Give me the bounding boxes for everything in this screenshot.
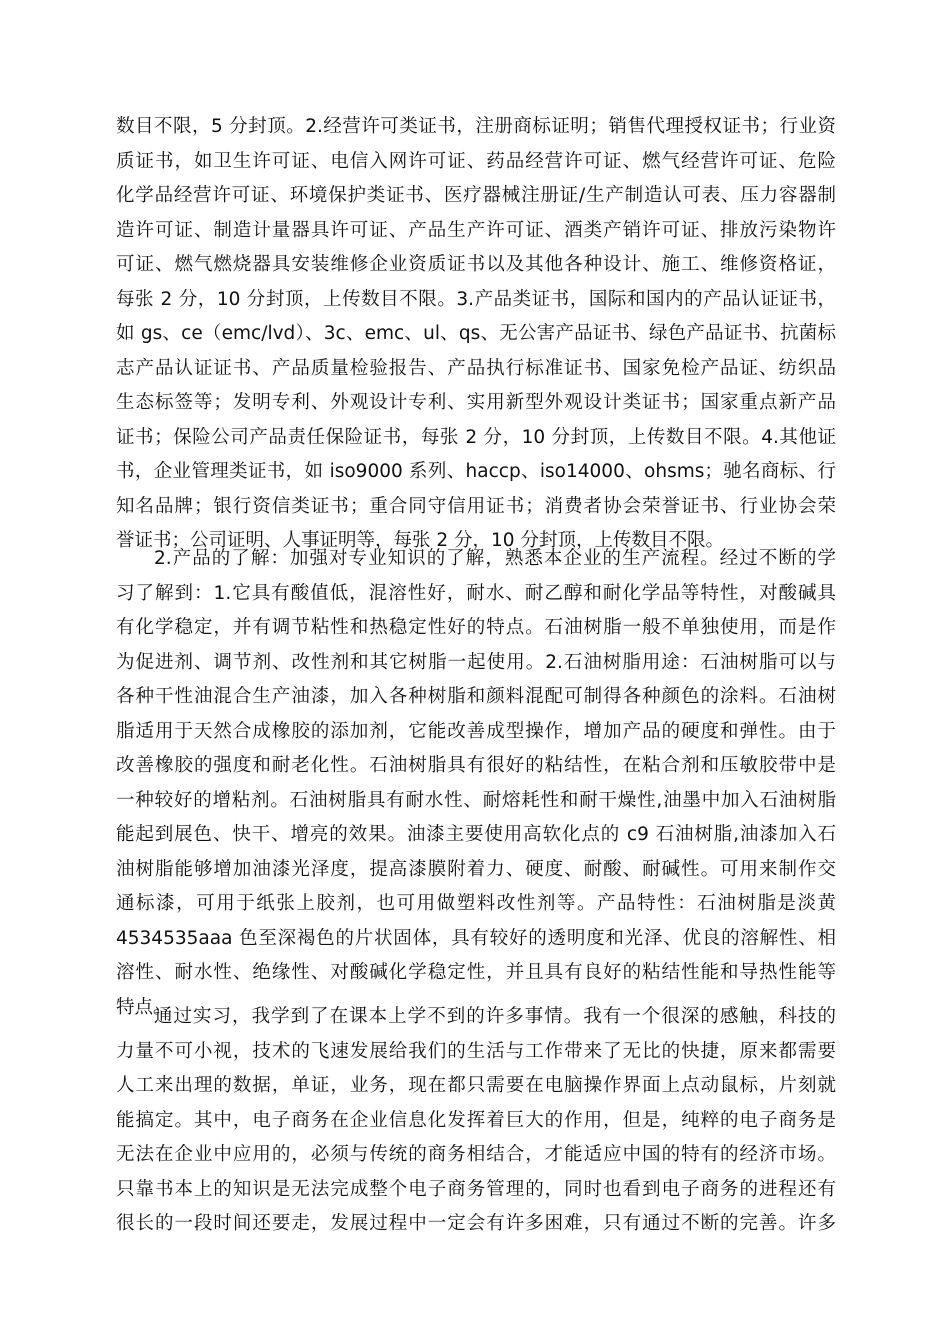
text-line: 如 gs、ce（emc/lvd）、3c、emc、ul、qs、无公害产品证书、绿色产品证书、抗菌标 [116, 323, 836, 344]
text-line: 能起到展色、快干、增亮的效果。油漆主要使用高软化点的 c9 石油树脂,油漆加入石 [116, 824, 836, 845]
text-line: 质证书，如卫生许可证、电信入网许可证、药品经营许可证、燃气经营许可证、危险 [116, 150, 836, 172]
text-line: 4534535aaa 色至深褐色的片状固体，具有较好的透明度和光泽、优良的溶解性、相 [116, 927, 836, 949]
text-line: 志产品认证证书、产品质量检验报告、产品执行标准证书、国家免检产品证、纺织品 [116, 357, 836, 379]
text-line: 造许可证、制造计量器具许可证、产品生产许可证、酒类产销许可证、排放污染物许 [116, 219, 836, 241]
text-line: 习了解到：1.它具有酸值低，混溶性好，耐水、耐乙醇和耐化学品等特性，对酸碱具 [116, 582, 836, 604]
text-line: 只靠书本上的知识是无法完成整个电子商务管理的，同时也看到电子商务的进程还有 [116, 1178, 836, 1200]
paragraph-certificates [116, 110, 836, 559]
text-line: 生态标签等；发明专利、外观设计专利、实用新型外观设计类证书；国家重点新产品 [116, 392, 836, 413]
paragraph-product-knowledge [116, 542, 836, 1025]
text-line: 各种干性油混合生产油漆，加入各种树脂和颜料混配可制得各种颜色的涂料。石油树 [116, 686, 836, 707]
text-line: 证书；保险公司产品责任保险证书，每张 2 分，10 分封顶，上传数目不限。4.其他证 [116, 426, 836, 448]
text-line: 誉证书；公司证明、人事证明等，每张 2 分，10 分封顶，上传数目不限。 [116, 530, 724, 551]
text-line: 通标漆，可用于纸张上胶剂，也可用做塑料改性剂等。产品特性：石油树脂是淡黄 [116, 893, 836, 914]
text-line: 能搞定。其中，电子商务在企业信息化发挥着巨大的作用，但是，纯粹的电子商务是 [116, 1109, 836, 1131]
text-line: 书，企业管理类证书，如 iso9000 系列、haccp、iso14000、ohsms；驰名商标、行 [116, 461, 836, 482]
paragraph-internship-reflection [116, 1000, 836, 1242]
text-line: 知名品牌；银行资信类证书；重合同守信用证书；消费者协会荣誉证书、行业协会荣 [116, 495, 836, 517]
text-line: 特点。 [116, 996, 172, 1018]
text-line: 可证、燃气燃烧器具安装维修企业资质证书以及其他各种设计、施工、维修资格证， [116, 254, 836, 275]
text-line: 油树脂能够增加油漆光泽度，提高漆膜附着力、硬度、耐酸、耐碱性。可用来制作交 [116, 858, 836, 880]
text-line: 有化学稳定，并有调节粘性和热稳定性好的特点。石油树脂一般不单独使用，而是作 [116, 617, 836, 638]
text-line: 每张 2 分，10 分封顶，上传数目不限。3.产品类证书，国际和国内的产品认证证书， [116, 288, 836, 310]
text-line: 为促进剂、调节剂、改性剂和其它树脂一起使用。2.石油树脂用途：石油树脂可以与 [116, 651, 836, 673]
text-line: 很长的一段时间还要走，发展过程中一定会有许多困难，只有通过不断的完善。许多 [116, 1213, 836, 1234]
text-line: 力量不可小视，技术的飞速发展给我们的生活与工作带来了无比的快捷，原来都需要 [116, 1040, 836, 1062]
text-line: 数目不限，5 分封顶。2.经营许可类证书，注册商标证明；销售代理授权证书；行业资 [116, 116, 836, 137]
text-line: 通过实习，我学到了在课本上学不到的许多事情。我有一个很深的感触，科技的 [154, 1006, 836, 1027]
text-line: 脂适用于天然合成橡胶的添加剂，它能改善成型操作，增加产品的硬度和弹性。由于 [116, 720, 836, 742]
text-line: 改善橡胶的强度和耐老化性。石油树脂具有很好的粘结性，在粘合剂和压敏胶带中是 [116, 755, 836, 776]
text-line: 溶性、耐水性、绝缘性、对酸碱化学稳定性，并且具有良好的粘结性能和导热性能等 [116, 962, 836, 983]
text-line: 2.产品的了解：加强对专业知识的了解，熟悉本企业的生产流程。经过不断的学 [154, 548, 836, 569]
text-line: 无法在企业中应用的，必须与传统的商务相结合，才能适应中国的特有的经济市场。 [116, 1144, 836, 1165]
text-line: 人工来出理的数据，单证，业务，现在都只需要在电脑操作界面上点动鼠标，片刻就 [116, 1075, 836, 1096]
text-line: 一种较好的增粘剂。石油树脂具有耐水性、耐熔耗性和耐干燥性,油墨中加入石油树脂 [116, 789, 836, 811]
text-line: 化学品经营许可证、环境保护类证书、医疗器械注册证/生产制造认可表、压力容器制 [116, 185, 836, 206]
